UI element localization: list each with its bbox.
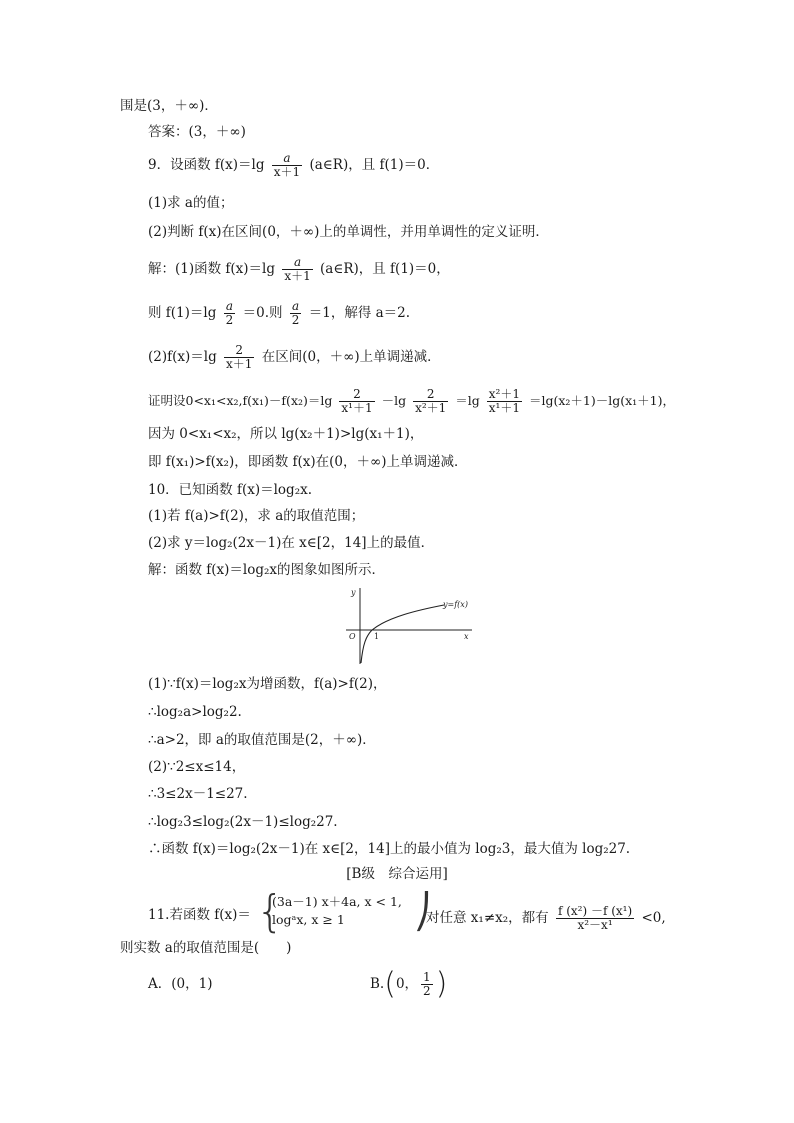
q11-post: <0, bbox=[641, 910, 666, 926]
q11-condition bbox=[426, 905, 666, 932]
s9-line-d bbox=[148, 388, 675, 415]
q9-fraction bbox=[272, 152, 302, 179]
q11-num: f (x²) －f (x¹) bbox=[557, 904, 633, 918]
answer-continuation: 围是(3，＋∞)． bbox=[120, 98, 218, 114]
q11-option-b-fraction bbox=[421, 971, 433, 998]
q9-frac-den: x＋1 bbox=[273, 165, 301, 179]
section-heading: [B级 综合运用] bbox=[346, 866, 448, 882]
x-axis-label: x bbox=[464, 632, 469, 641]
s9-line-a bbox=[148, 256, 450, 283]
q11-den: x²－x¹ bbox=[556, 918, 634, 932]
s9-b-num2: a bbox=[292, 299, 300, 313]
curve-label: y=f(x) bbox=[443, 600, 468, 609]
q9-part-2: (2)判断 f(x)在区间(0，＋∞)上的单调性，并用单调性的定义证明． bbox=[148, 224, 549, 240]
s9-line-c bbox=[148, 344, 441, 371]
s9-line-b bbox=[148, 300, 410, 327]
option-b-open-paren: ( bbox=[384, 966, 396, 1002]
origin-label: O bbox=[349, 632, 356, 641]
question-10: 10．已知函数 f(x)＝log₂x. bbox=[148, 482, 313, 498]
q9-part-1: (1)求 a的值； bbox=[148, 195, 234, 211]
q11-text-pre: 11.若函数 f(x)＝ bbox=[148, 907, 251, 923]
tick-one-label: 1 bbox=[374, 632, 380, 641]
q11-option-b-label: B. bbox=[370, 976, 385, 992]
s9-d-n1: 2 bbox=[353, 387, 361, 401]
log-function-graph bbox=[340, 584, 480, 666]
s10-line-2: ∴log₂a>log₂2. bbox=[148, 704, 242, 720]
s10-line-5: ∴3≤2x－1≤27. bbox=[148, 786, 248, 802]
q9-text-pre: 9．设函数 f(x)＝lg bbox=[148, 157, 265, 173]
s9-b-den: 2 bbox=[225, 313, 234, 327]
s9-d-fraction-1 bbox=[339, 388, 374, 415]
s9-c-den: x＋1 bbox=[226, 357, 253, 371]
s9-b-num: a bbox=[225, 299, 234, 313]
option-b-close-paren: ) bbox=[435, 966, 448, 1002]
s9-a-pre: 解：(1)函数 f(x)＝lg bbox=[148, 261, 276, 277]
q9-text-post: (a∈R)，且 f(1)＝0． bbox=[309, 157, 440, 173]
s10-line-4: (2)∵2≤x≤14， bbox=[148, 759, 246, 775]
piecewise-brace: { bbox=[256, 886, 284, 937]
s9-b-pre: 则 f(1)＝lg bbox=[148, 305, 217, 321]
s9-d-m1: －lg bbox=[381, 393, 407, 408]
q11-line-2: 则实数 a的取值范围是( ) bbox=[120, 940, 292, 956]
q11-option-a: A．(0，1) bbox=[148, 976, 213, 992]
q10-part-1: (1)若 f(a)>f(2)，求 a的取值范围； bbox=[148, 508, 365, 524]
q9-frac-num: a bbox=[283, 151, 291, 165]
q11-option-b-den: 2 bbox=[423, 984, 431, 998]
s9-c-num: 2 bbox=[235, 343, 244, 357]
q11-case-1: (3a－1) x＋4a, x < 1, bbox=[272, 894, 402, 909]
s10-line-7: ∴函数 f(x)＝log₂(2x－1)在 x∈[2，14]上的最小值为 log₂3，最大值为 log₂27. bbox=[148, 841, 631, 857]
s9-b-fraction-1 bbox=[224, 300, 236, 327]
q11-fraction bbox=[556, 905, 634, 932]
q10-part-2: (2)求 y＝log₂(2x－1)在 x∈[2，14]上的最值． bbox=[148, 535, 435, 551]
s9-line-f: 即 f(x₁)>f(x₂)，即函数 f(x)在(0，＋∞)上单调递减． bbox=[148, 454, 468, 470]
piecewise-close: ⎠ bbox=[414, 892, 431, 932]
s10-intro: 解：函数 f(x)＝log₂x的图象如图所示． bbox=[148, 562, 386, 578]
s9-d-d1: x¹＋1 bbox=[341, 401, 373, 415]
s9-d-n2: 2 bbox=[426, 387, 435, 401]
s10-line-3: ∴a>2，即 a的取值范围是(2，＋∞)． bbox=[148, 732, 376, 748]
s10-line-1: (1)∵f(x)＝log₂x为增函数，f(a)>f(2)， bbox=[148, 676, 387, 692]
s9-d-n3: x²＋1 bbox=[488, 387, 520, 401]
s9-d-d3: x¹＋1 bbox=[488, 401, 520, 415]
q11-option-b-lower: 0， bbox=[395, 976, 419, 992]
y-axis-label: y bbox=[351, 588, 356, 597]
s9-d-m2: ＝lg bbox=[455, 393, 480, 408]
s9-d-fraction-3 bbox=[487, 388, 522, 415]
q11-mid: 对任意 x₁≠x₂，都有 bbox=[426, 910, 549, 926]
s9-b-den2: 2 bbox=[291, 313, 300, 327]
s9-d-pre: 证明设0<x₁<x₂,f(x₁)－f(x₂)＝lg bbox=[148, 393, 333, 408]
q11-option-b bbox=[370, 966, 447, 1003]
s9-b-mid: ＝0.则 bbox=[242, 305, 283, 321]
q11-case-2: logᵃx, x ≥ 1 bbox=[272, 912, 345, 927]
s9-a-num: a bbox=[293, 255, 302, 269]
s9-d-post: ＝lg(x₂＋1)－lg(x₁＋1)， bbox=[528, 393, 675, 408]
s9-d-fraction-2 bbox=[413, 388, 448, 415]
s9-line-e: 因为 0<x₁<x₂，所以 lg(x₂＋1)>lg(x₁＋1)， bbox=[148, 426, 424, 442]
s9-d-d2: x²＋1 bbox=[415, 401, 447, 415]
question-9 bbox=[148, 152, 439, 179]
s9-b-post: ＝1，解得 a＝2. bbox=[308, 305, 411, 321]
s9-c-pre: (2)f(x)＝lg bbox=[148, 349, 217, 365]
s9-c-post: 在区间(0，＋∞)上单调递减． bbox=[261, 349, 441, 365]
s9-b-fraction-2 bbox=[290, 300, 302, 327]
s9-c-fraction bbox=[224, 344, 254, 371]
q11-option-b-num: 1 bbox=[423, 970, 431, 984]
s10-line-6: ∴log₂3≤log₂(2x－1)≤log₂27. bbox=[148, 814, 338, 830]
s9-a-post: (a∈R)，且 f(1)＝0， bbox=[320, 261, 450, 277]
s9-a-fraction bbox=[282, 256, 312, 283]
answer-line: 答案：(3，＋∞) bbox=[148, 124, 246, 140]
s9-a-den: x＋1 bbox=[284, 269, 311, 283]
